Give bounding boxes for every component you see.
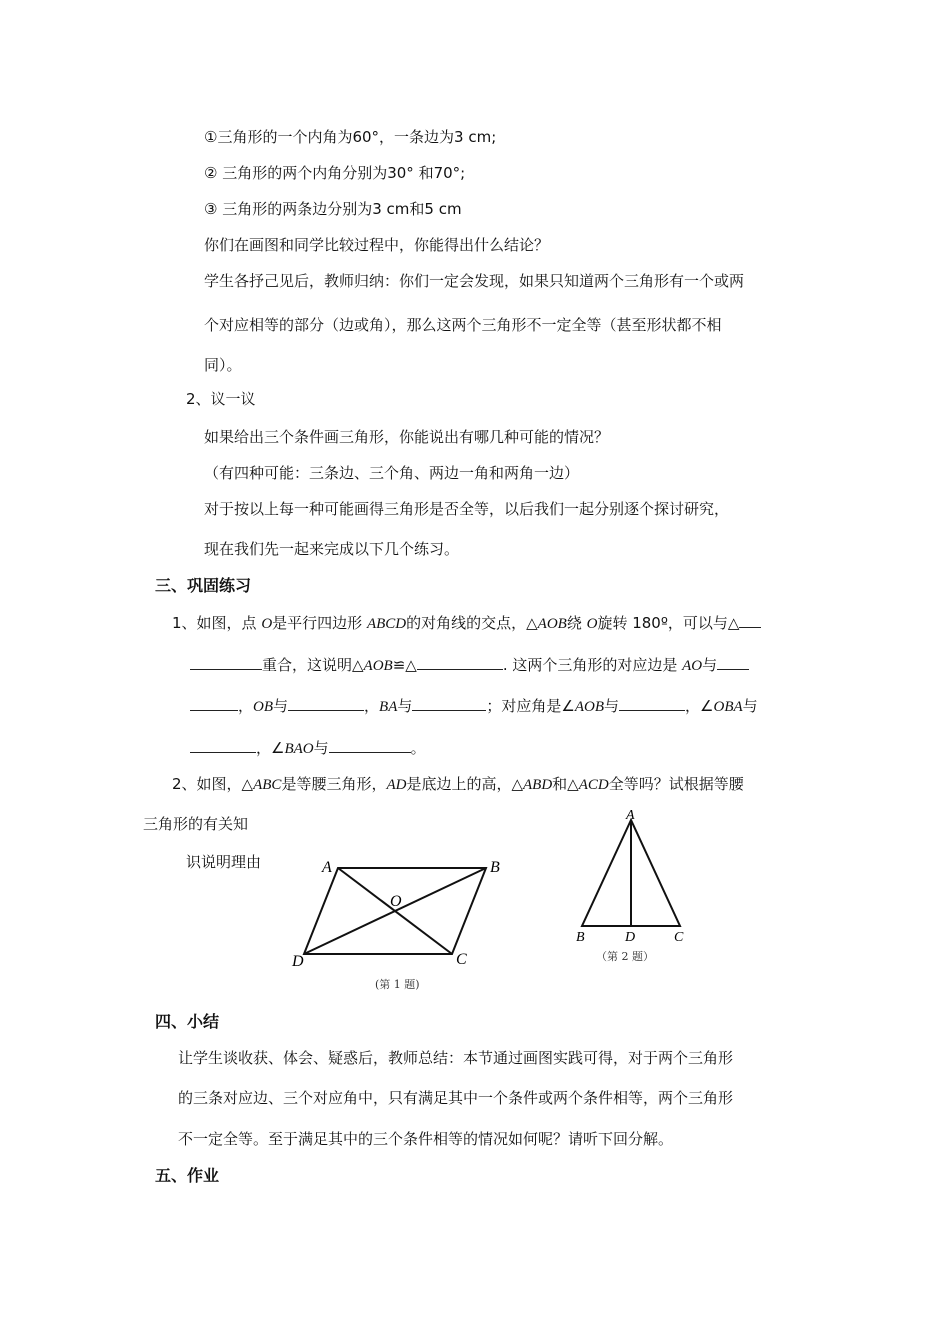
exercise-1-line-3: ，OB与 ，BA与 ；对应角是∠AOB与 ，∠OBA与 [190,696,758,717]
label-o: O [390,893,402,910]
label-c: C [456,951,467,968]
condition-item-3: ③ 三角形的两条边分别为3 cm和5 cm [204,200,462,218]
summary-paragraph-line-1: 让学生谈收获、体会、疑惑后，教师总结：本节通过画图实践可得，对于两个三角形 [178,1049,734,1067]
diagonal-bd [304,868,486,954]
exercise-2-line-1: 2、如图，△ABC是等腰三角形，AD是底边上的高，△ABD和△ACD全等吗？试根据等腰 [172,775,744,793]
answer-blank[interactable] [417,655,503,670]
label-a: A [626,808,635,823]
section-3-heading: 三、巩固练习 [155,576,252,595]
summary-paragraph-line-3: 不一定全等。至于满足其中的三个条件相等的情况如何呢？请听下回分解。 [178,1130,674,1148]
answer-blank[interactable] [412,696,486,711]
summary-line-3: 同）。 [204,356,242,374]
exercise-1-line-1: 1、如图，点 O是平行四边形 ABCD的对角线的交点，△AOB绕 O旋转 180º，可以与△ [172,613,761,634]
figure-1-caption: (第 1 题) [375,978,420,991]
label-d: D [625,930,636,945]
answer-blank[interactable] [717,655,749,670]
discuss-line-1: 对于按以上每一种可能画得三角形是否全等，以后我们一起分别逐个探讨研究， [204,500,730,518]
discuss-answer: （有四种可能：三条边、三个角、两边一角和两角一边） [204,464,580,482]
question-text: 你们在画图和同学比较过程中，你能得出什么结论？ [204,236,550,254]
label-c: C [674,930,684,945]
section-4-heading: 四、小结 [155,1012,220,1031]
figure-2-caption: （第 2 题） [596,950,654,963]
answer-blank[interactable] [329,738,411,753]
condition-item-2: ② 三角形的两个内角分别为30° 和70°; [204,164,466,182]
condition-item-1: ①三角形的一个内角为60°，一条边为3 cm; [204,128,497,146]
answer-blank[interactable] [190,696,238,711]
label-b: B [576,930,585,945]
discuss-title: 2、议一议 [186,390,256,408]
label-d: D [292,953,304,970]
section-5-heading: 五、作业 [155,1166,220,1185]
answer-blank[interactable] [190,655,262,670]
exercise-2-line-2: 三角形的有关知 [143,815,249,833]
summary-line-1: 学生各抒己见后，教师归纳：你们一定会发现，如果只知道两个三角形有一个或两 [204,272,745,290]
discuss-question: 如果给出三个条件画三角形，你能说出有哪几种可能的情况？ [204,428,610,446]
discuss-line-2: 现在我们先一起来完成以下几个练习。 [204,540,460,558]
exercise-1-line-2: 重合，这说明△AOB≌△ . 这两个三角形的对应边是 AO与 [190,655,749,676]
label-b: B [490,859,500,876]
answer-blank[interactable] [288,696,364,711]
figure-2-triangle [570,806,690,946]
exercise-2-line-3: 识说明理由 [186,853,262,871]
summary-paragraph-line-2: 的三条对应边、三个对应角中，只有满足其中一个条件或两个条件相等，两个三角形 [178,1089,734,1107]
summary-line-2: 个对应相等的部分（边或角），那么这两个三角形不一定全等（甚至形状都不相 [204,316,722,334]
answer-blank[interactable] [190,738,256,753]
label-a: A [322,859,332,876]
answer-blank[interactable] [739,613,761,628]
exercise-1-line-4: ，∠BAO与 。 [190,738,426,759]
figure-1-parallelogram [290,852,505,974]
answer-blank[interactable] [619,696,685,711]
